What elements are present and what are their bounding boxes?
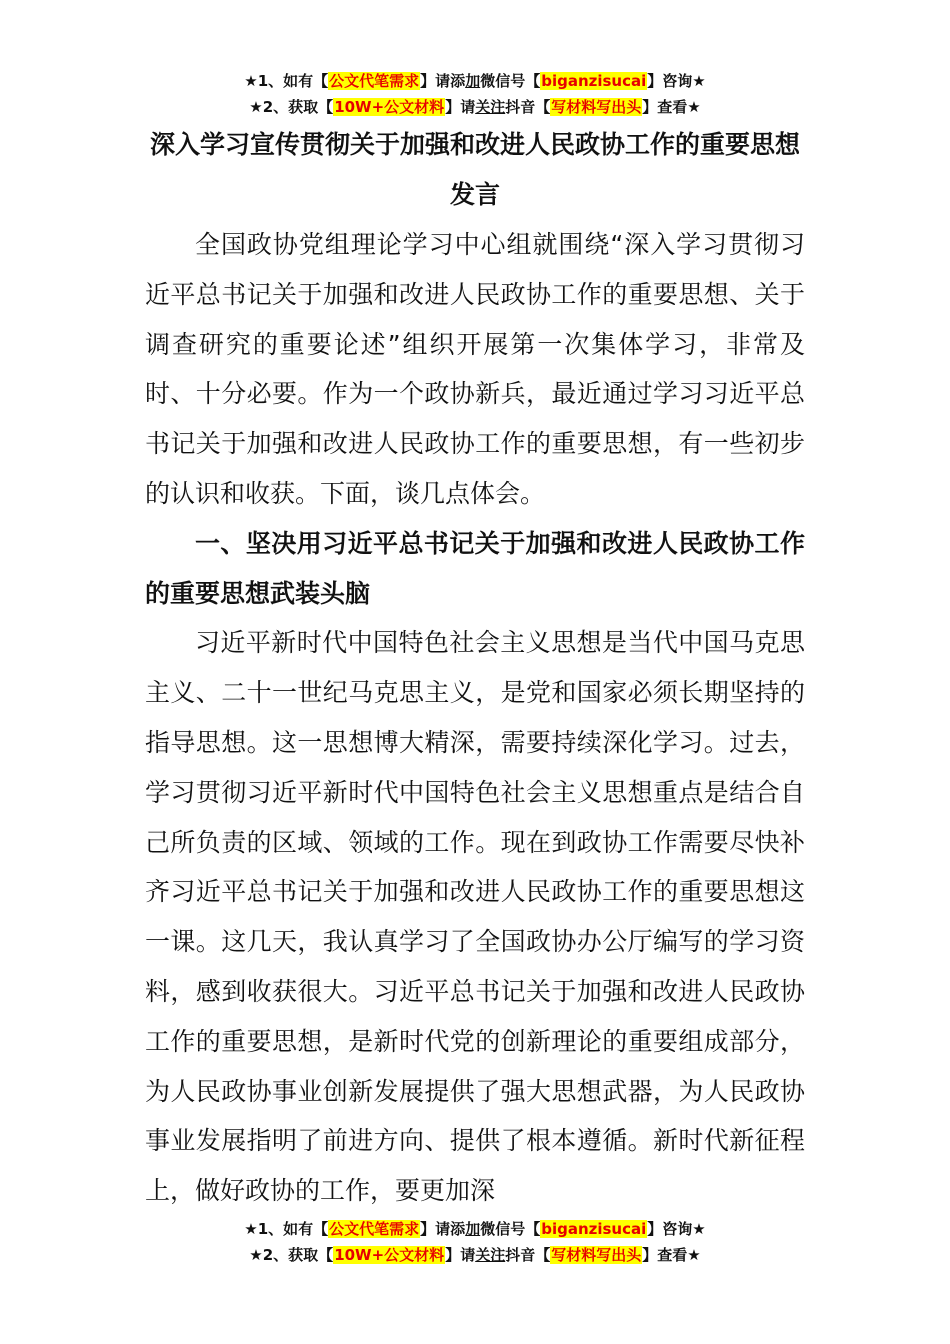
promo-text: 微信号【 (480, 72, 541, 90)
highlight-service: 公文代笔需求 (329, 72, 420, 90)
promo-text-underlined: 加 (465, 72, 481, 90)
promo-text-underlined: 关注 (475, 1246, 506, 1264)
highlight-wechat-id: biganzisucai (541, 1220, 647, 1238)
highlight-wechat-id: biganzisucai (541, 72, 647, 90)
promo-text-underlined: 加 (465, 1220, 481, 1238)
promo-line-1 (0, 68, 950, 94)
promo-banner-bottom (0, 1216, 950, 1268)
promo-text: 】查看★ (642, 98, 701, 116)
promo-text: 】请添 (420, 1220, 466, 1238)
promo-banner-top (0, 68, 950, 120)
highlight-douyin: 写材料写出头 (551, 1246, 642, 1264)
promo-text: 】请添 (420, 72, 466, 90)
promo-line-1 (0, 1216, 950, 1242)
promo-text: 微信号【 (480, 1220, 541, 1238)
promo-line-2 (0, 1242, 950, 1268)
promo-text: 抖音【 (505, 1246, 551, 1264)
promo-text: ★2、获取【 (249, 98, 334, 116)
highlight-douyin: 写材料写出头 (551, 98, 642, 116)
promo-text-underlined: 关注 (475, 98, 506, 116)
promo-line-2 (0, 94, 950, 120)
promo-text: 】咨询★ (647, 72, 706, 90)
highlight-materials: 10W+公文材料 (334, 1246, 445, 1264)
promo-text: 】请 (445, 1246, 476, 1264)
promo-text: ★1、如有【 (244, 1220, 329, 1238)
promo-text: 】请 (445, 98, 476, 116)
promo-text: ★1、如有【 (244, 72, 329, 90)
document-body (145, 220, 805, 1216)
paragraph-section-1: 习近平新时代中国特色社会主义思想是当代中国马克思主义、二十一世纪马克思主义，是党和国家必须长期坚持的指导思想。这一思想博大精深，需要持续深化学习。过去，学习贯彻习近平新时代中国特色社会主义思想重点是结合自己所负责的区域、领域的工作。现在到政协工作需要尽快补齐习近平总书记关于加强和改进人民政协工作的重要思想这一课。这几天，我认真学习了全国政协办公厅编写的学习资料，感到收获很大。习近平总书记关于加强和改进人民政协工作的重要思想，是新时代党的创新理论的重要组成部分，为人民政协事业创新发展提供了强大思想武器，为人民政协事业发展指明了前进方向、提供了根本遵循。新时代新征程上，做好政协的工作，要更加深 (145, 628, 805, 1206)
promo-text: 】咨询★ (647, 1220, 706, 1238)
section-heading-1: 一、坚决用习近平总书记关于加强和改进人民政协工作的重要思想武装头脑 (145, 528, 805, 608)
promo-text: 抖音【 (505, 98, 551, 116)
highlight-service: 公文代笔需求 (329, 1220, 420, 1238)
promo-text: 】查看★ (642, 1246, 701, 1264)
paragraph-intro: 全国政协党组理论学习中心组就围绕“深入学习贯彻习近平总书记关于加强和改进人民政协工作的重要思想、关于调查研究的重要论述”组织开展第一次集体学习，非常及时、十分必要。作为一个政协新兵，最近通过学习习近平总书记关于加强和改进人民政协工作的重要思想，有一些初步的认识和收获。下面，谈几点体会。 (145, 230, 805, 508)
promo-text: ★2、获取【 (249, 1246, 334, 1264)
highlight-materials: 10W+公文材料 (334, 98, 445, 116)
document-title: 深入学习宣传贯彻关于加强和改进人民政协工作的重要思想发言 (149, 130, 800, 209)
